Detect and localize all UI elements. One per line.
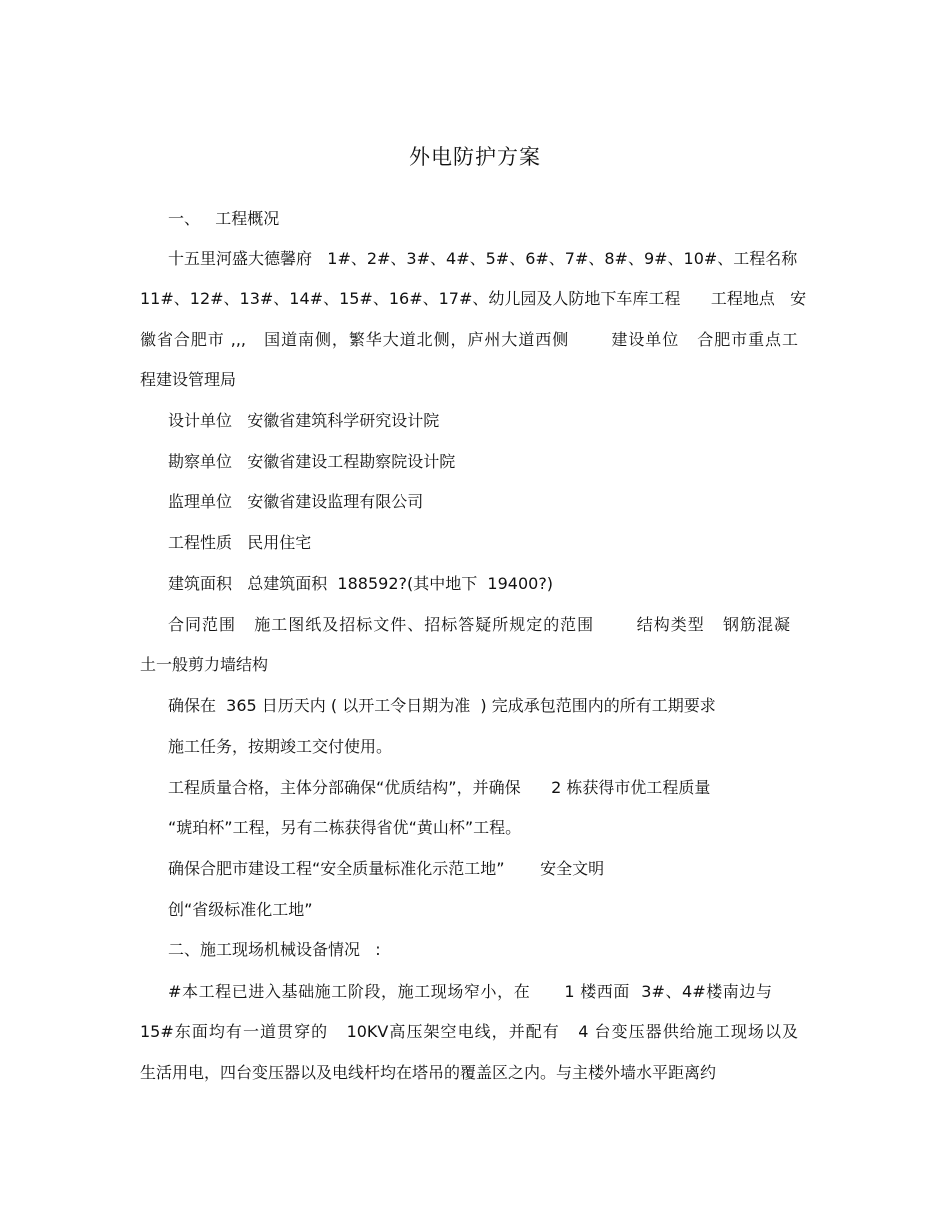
paragraph-line: 施工任务，按期竣工交付使用。 [168,737,393,756]
paragraph-line: 确保合肥市建设工程“安全质量标准化示范工地” 安全文明 [168,859,605,878]
paragraph-line: 11#、12#、13#、14#、15#、16#、17#、幼儿园及人防地下车库工程 工程地点 安 [140,289,807,308]
paragraph-line: 工程质量合格，主体分部确保“优质结构”，并确保 2 栋获得市优工程质量 [168,778,711,797]
section-heading-2: 二、施工现场机械设备情况 : [168,940,381,959]
paragraph-line: 建筑面积 总建筑面积 188592?(其中地下 19400?) [168,574,554,593]
paragraph-line: 程建设管理局 [140,370,237,389]
paragraph-line: 生活用电，四台变压器以及电线杆均在塔吊的覆盖区之内。与主楼外墙水平距离约 [140,1063,717,1082]
paragraph-line: 工程性质 民用住宅 [168,533,312,552]
paragraph-line: 设计单位 安徽省建筑科学研究设计院 [168,411,440,430]
paragraph-line: 监理单位 安徽省建设监理有限公司 [168,492,424,511]
paragraph-line: 勘察单位 安徽省建设工程勘察院设计院 [168,452,456,471]
section-heading-1: 一、 工程概况 [168,209,280,228]
paragraph-line: 15#东面均有一道贯穿的 10KV高压架空电线，并配有 4 台变压器供给施工现场以及 [140,1022,798,1041]
paragraph-line: 十五里河盛大德馨府 1#、2#、3#、4#、5#、6#、7#、8#、9#、10#、工程名称 [168,249,798,268]
paragraph-line: 土一般剪力墙结构 [140,655,269,674]
paragraph-line: 合同范围 施工图纸及招标文件、招标答疑所规定的范围 结构类型 钢筋混凝 [168,615,790,634]
paragraph-line: 确保在 365 日历天内 ( 以开工令日期为准 ) 完成承包范围内的所有工期要求 [168,696,716,715]
paragraph-line: 徽省合肥市 ,,, 国道南侧，繁华大道北侧，庐州大道西侧 建设单位 合肥市重点工 [140,330,798,349]
paragraph-line: 创“省级标准化工地” [168,900,313,919]
document-title: 外电防护方案 [409,145,541,169]
paragraph-line: #本工程已进入基础施工阶段，施工现场窄小，在 1 楼西面 3#、4#楼南边与 [168,982,772,1001]
paragraph-line: “琥珀杯”工程，另有二栋获得省优“黄山杯”工程。 [168,818,522,837]
